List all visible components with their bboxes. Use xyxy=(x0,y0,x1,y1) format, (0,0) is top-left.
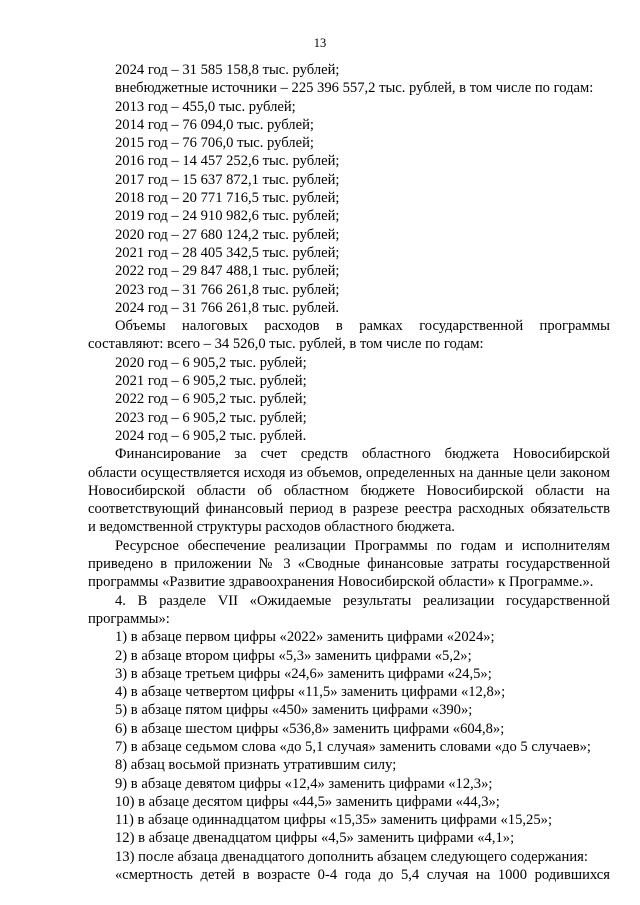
text-line: 4. В разделе VII «Ожидаемые результаты реализации государственной xyxy=(115,592,610,609)
text-line: приведено в приложении № 3 «Сводные финансовые затраты государственной xyxy=(88,556,610,573)
text-line: соответствующий финансовый период в разрезе реестра расходных обязательств xyxy=(88,501,610,518)
text-line: 4) в абзаце четвертом цифры «11,5» заменить цифрами «12,8»; xyxy=(115,684,506,701)
text-line: внебюджетные источники – 225 396 557,2 тыс. рублей, в том числе по годам: xyxy=(115,80,594,97)
text-line: 2024 год – 31 585 158,8 тыс. рублей; xyxy=(115,62,340,78)
text-line: 2021 год – 6 905,2 тыс. рублей; xyxy=(115,373,307,390)
text-line: 2020 год – 6 905,2 тыс. рублей; xyxy=(115,354,307,371)
text-line: 8) абзац восьмой признать утратившим силу; xyxy=(115,757,397,774)
text-line: 2015 год – 76 706,0 тыс. рублей; xyxy=(115,135,314,152)
text-line: составляют: всего – 34 526,0 тыс. рублей, в том числе по годам: xyxy=(88,336,484,353)
document-body xyxy=(88,61,610,884)
page-number: 13 xyxy=(313,36,327,50)
text-line: 12) в абзаце двенадцатом цифры «4,5» заменить цифрами «4,1»; xyxy=(115,830,515,847)
text-line: и ведомственной структуры расходов областного бюджета. xyxy=(88,519,455,536)
text-line: Ресурсное обеспечение реализации Программы по годам и исполнителям xyxy=(115,537,610,554)
text-line: 6) в абзаце шестом цифры «536,8» заменить цифрами «604,8»; xyxy=(115,720,505,737)
text-line: программы «Развитие здравоохранения Новосибирской области» к Программе.». xyxy=(88,574,594,591)
text-line: 11) в абзаце одиннадцатом цифры «15,35» заменить цифрами «15,25»; xyxy=(115,812,552,829)
text-line: 7) в абзаце седьмом слова «до 5,1 случая» заменить словами «до 5 случаев»; xyxy=(115,738,591,755)
text-line: 2021 год – 28 405 342,5 тыс. рублей; xyxy=(115,244,340,261)
text-line: Новосибирской области об областном бюджете Новосибирской области на xyxy=(88,482,610,499)
text-line: 2016 год – 14 457 252,6 тыс. рублей; xyxy=(115,153,340,170)
text-line: 2024 год – 31 766 261,8 тыс. рублей. xyxy=(115,299,340,316)
text-line: 2) в абзаце втором цифры «5,3» заменить цифрами «5,2»; xyxy=(115,647,472,664)
text-line: 2022 год – 29 847 488,1 тыс. рублей; xyxy=(115,263,340,280)
text-line: 5) в абзаце пятом цифры «450» заменить цифрами «390»; xyxy=(115,702,473,719)
text-line: 2018 год – 20 771 716,5 тыс. рублей; xyxy=(115,190,340,207)
text-line: области осуществляется исходя из объемов, определенных на данные цели законом xyxy=(88,464,610,481)
text-line: 13) после абзаца двенадцатого дополнить абзацем следующего содержания: xyxy=(115,848,588,865)
text-line: 1) в абзаце первом цифры «2022» заменить цифрами «2024»; xyxy=(115,629,495,646)
text-line: 2014 год – 76 094,0 тыс. рублей; xyxy=(115,116,314,133)
text-line: Финансирование за счет средств областного бюджета Новосибирской xyxy=(115,446,610,463)
text-line: Объемы налоговых расходов в рамках государственной программы xyxy=(115,318,610,335)
text-line: 2013 год – 455,0 тыс. рублей; xyxy=(115,98,296,115)
text-line: 2019 год – 24 910 982,6 тыс. рублей; xyxy=(115,208,340,225)
text-line: 2017 год – 15 637 872,1 тыс. рублей; xyxy=(115,171,340,188)
text-line: 2020 год – 27 680 124,2 тыс. рублей; xyxy=(115,226,340,243)
text-line: «смертность детей в возрасте 0-4 года до 5,4 случая на 1000 родившихся xyxy=(115,867,610,884)
text-line: 2023 год – 6 905,2 тыс. рублей; xyxy=(115,409,307,426)
text-line: 2023 год – 31 766 261,8 тыс. рублей; xyxy=(115,281,340,298)
text-line: 9) в абзаце девятом цифры «12,4» заменить цифрами «12,3»; xyxy=(115,775,493,792)
text-line: 2024 год – 6 905,2 тыс. рублей. xyxy=(115,427,307,444)
text-line: 2022 год – 6 905,2 тыс. рублей; xyxy=(115,391,307,408)
text-line: программы»: xyxy=(88,610,170,627)
text-line: 10) в абзаце десятом цифры «44,5» заменить цифрами «44,3»; xyxy=(115,793,500,810)
text-line: 3) в абзаце третьем цифры «24,6» заменить цифрами «24,5»; xyxy=(115,665,492,682)
